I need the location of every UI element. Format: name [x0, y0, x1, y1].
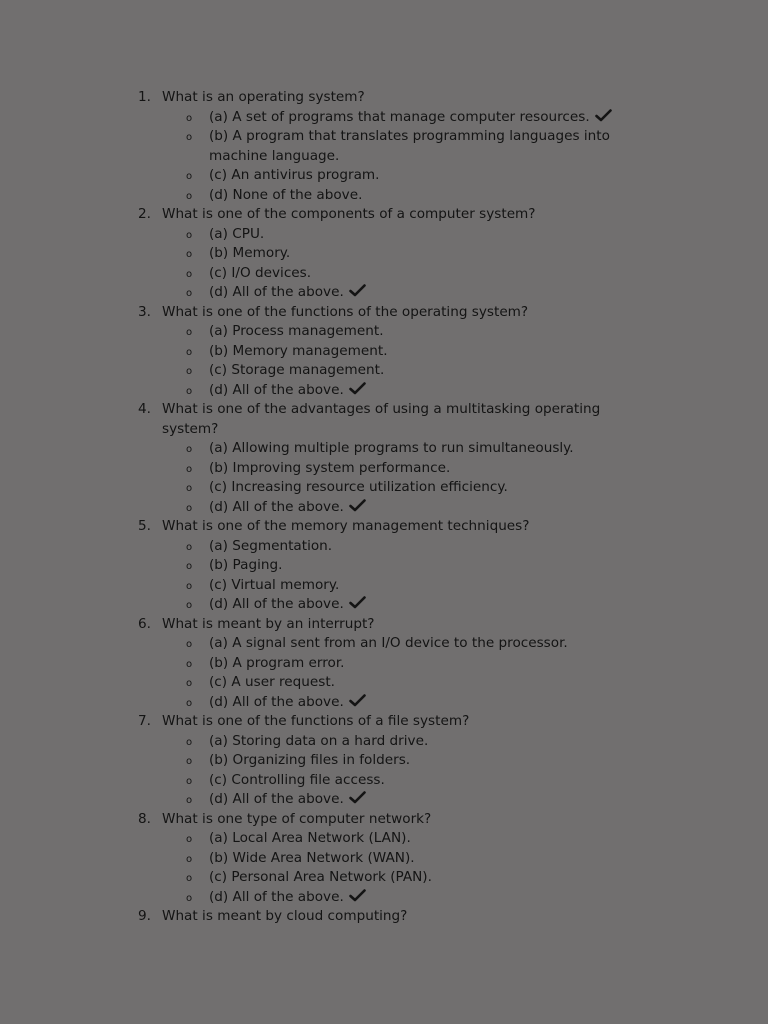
option-text: (a) Allowing multiple programs to run simultaneously. [209, 440, 574, 456]
answer-option [186, 829, 638, 849]
circle-bullet-icon: o [186, 112, 193, 124]
answer-option [186, 166, 638, 186]
circle-bullet-icon: o [186, 502, 193, 514]
question-item [138, 517, 638, 615]
circle-bullet-icon: o [186, 795, 193, 806]
checkmark-icon [595, 109, 612, 122]
circle-bullet-icon: o [186, 639, 193, 650]
circle-bullet-icon: o [186, 483, 193, 494]
answer-option [186, 868, 638, 888]
question-text: What is meant by cloud computing? [162, 908, 408, 924]
question-number: 8. [138, 810, 151, 827]
checkmark-icon [349, 889, 366, 902]
option-text: (d) All of the above. [209, 791, 344, 807]
question-item [138, 615, 638, 713]
answer-option [186, 556, 638, 576]
answer-option [186, 576, 638, 596]
checkmark-icon [349, 791, 366, 804]
question-item [138, 712, 638, 810]
circle-bullet-icon: o [186, 580, 193, 592]
answer-option [186, 673, 638, 693]
answer-option [186, 439, 638, 459]
option-text: (d) All of the above. [209, 284, 344, 300]
circle-bullet-icon: o [186, 834, 193, 845]
option-text: (a) CPU. [209, 225, 265, 242]
question-number: 3. [138, 303, 151, 320]
question-item [138, 303, 638, 401]
answer-option [186, 322, 638, 342]
option-text: (c) Personal Area Network (PAN). [209, 869, 432, 885]
circle-bullet-icon: o [186, 229, 193, 241]
answer-option [186, 283, 638, 303]
option-text: (d) All of the above. [209, 498, 344, 515]
circle-bullet-icon: o [186, 444, 193, 455]
answer-option [186, 381, 638, 401]
option-text: (d) All of the above. [209, 596, 344, 612]
answer-option [186, 849, 638, 869]
answer-option [186, 693, 638, 713]
answer-option [186, 108, 638, 128]
answer-option [186, 459, 638, 479]
checkmark-icon [349, 596, 366, 609]
option-text: (a) A signal sent from an I/O device to the processor. [209, 635, 568, 651]
checkmark-icon [349, 284, 366, 297]
circle-bullet-icon: o [186, 658, 193, 670]
option-text: (b) Memory. [209, 245, 291, 261]
answer-option [186, 732, 638, 752]
circle-bullet-icon: o [186, 775, 193, 787]
option-text: (d) All of the above. [209, 381, 344, 398]
option-text: (c) I/O devices. [209, 264, 312, 281]
answer-option [186, 537, 638, 557]
question-item [138, 205, 638, 303]
option-text: (c) A user request. [209, 674, 335, 690]
option-text: (a) A set of programs that manage computer resources. [209, 108, 590, 125]
question-item [138, 88, 638, 205]
circle-bullet-icon: o [186, 171, 193, 182]
answer-option [186, 771, 638, 791]
circle-bullet-icon: o [186, 736, 193, 748]
question-text: What is one of the advantages of using a multitasking operating system? [162, 401, 601, 437]
answer-option [186, 361, 638, 381]
question-number: 6. [138, 615, 151, 632]
option-text: (a) Local Area Network (LAN). [209, 830, 411, 846]
option-text: (b) Improving system performance. [209, 459, 451, 476]
circle-bullet-icon: o [186, 892, 193, 904]
answer-option [186, 264, 638, 284]
circle-bullet-icon: o [186, 268, 193, 280]
circle-bullet-icon: o [186, 600, 193, 611]
question-list [138, 88, 638, 927]
option-text: (a) Storing data on a hard drive. [209, 732, 429, 749]
question-text: What is one of the functions of a file system? [162, 713, 470, 729]
option-text: (c) An antivirus program. [209, 167, 380, 183]
circle-bullet-icon: o [186, 541, 193, 553]
answer-option [186, 654, 638, 674]
circle-bullet-icon: o [186, 697, 193, 709]
option-text: (d) All of the above. [209, 888, 344, 905]
circle-bullet-icon: o [186, 678, 193, 689]
answer-option [186, 790, 638, 810]
answer-option [186, 478, 638, 498]
question-text: What is one of the memory management techniques? [162, 518, 530, 534]
question-item [138, 810, 638, 908]
question-item [138, 400, 638, 517]
answer-option [186, 342, 638, 362]
answer-option [186, 225, 638, 245]
answer-option [186, 186, 638, 206]
question-number: 7. [138, 713, 151, 729]
option-text: (a) Segmentation. [209, 537, 333, 554]
option-list [162, 108, 638, 206]
option-text: (a) Process management. [209, 323, 384, 339]
option-list [162, 732, 638, 810]
option-list [162, 829, 638, 907]
answer-option [186, 244, 638, 264]
checkmark-icon [349, 382, 366, 395]
option-text: (c) Increasing resource utilization efficiency. [209, 479, 508, 495]
answer-option [186, 595, 638, 615]
checkmark-icon [349, 499, 366, 512]
circle-bullet-icon: o [186, 385, 193, 397]
question-text: What is one of the components of a computer system? [162, 206, 536, 222]
option-text: (b) Organizing files in folders. [209, 752, 411, 768]
option-list [162, 322, 638, 400]
circle-bullet-icon: o [186, 463, 193, 475]
circle-bullet-icon: o [186, 366, 193, 377]
question-item [138, 907, 638, 927]
answer-option [186, 888, 638, 908]
question-text: What is one type of computer network? [162, 810, 432, 827]
question-text: What is an operating system? [162, 89, 365, 105]
option-list [162, 225, 638, 303]
option-text: (b) Memory management. [209, 342, 388, 359]
option-text: (d) None of the above. [209, 186, 363, 203]
question-number: 5. [138, 518, 151, 534]
circle-bullet-icon: o [186, 873, 193, 884]
circle-bullet-icon: o [186, 249, 193, 260]
option-text: (b) Wide Area Network (WAN). [209, 849, 415, 866]
answer-option [186, 498, 638, 518]
option-text: (b) A program that translates programming languages into machine language. [209, 128, 610, 164]
option-text: (c) Virtual memory. [209, 576, 340, 593]
option-text: (d) All of the above. [209, 693, 344, 710]
option-list [162, 537, 638, 615]
question-number: 1. [138, 89, 151, 105]
option-text: (c) Storage management. [209, 362, 385, 378]
question-text: What is meant by an interrupt? [162, 615, 375, 632]
option-list [162, 439, 638, 517]
circle-bullet-icon: o [186, 346, 193, 358]
circle-bullet-icon: o [186, 132, 193, 143]
option-text: (c) Controlling file access. [209, 771, 385, 788]
answer-option [186, 751, 638, 771]
question-number: 4. [138, 401, 151, 417]
circle-bullet-icon: o [186, 561, 193, 572]
checkmark-icon [349, 694, 366, 707]
question-number: 9. [138, 908, 151, 924]
circle-bullet-icon: o [186, 327, 193, 338]
answer-option [186, 634, 638, 654]
option-text: (b) A program error. [209, 654, 345, 671]
option-list [162, 634, 638, 712]
answer-option [186, 127, 638, 166]
circle-bullet-icon: o [186, 853, 193, 865]
circle-bullet-icon: o [186, 756, 193, 767]
circle-bullet-icon: o [186, 190, 193, 202]
question-number: 2. [138, 206, 151, 222]
circle-bullet-icon: o [186, 288, 193, 299]
question-text: What is one of the functions of the operating system? [162, 303, 529, 320]
option-text: (b) Paging. [209, 557, 283, 573]
